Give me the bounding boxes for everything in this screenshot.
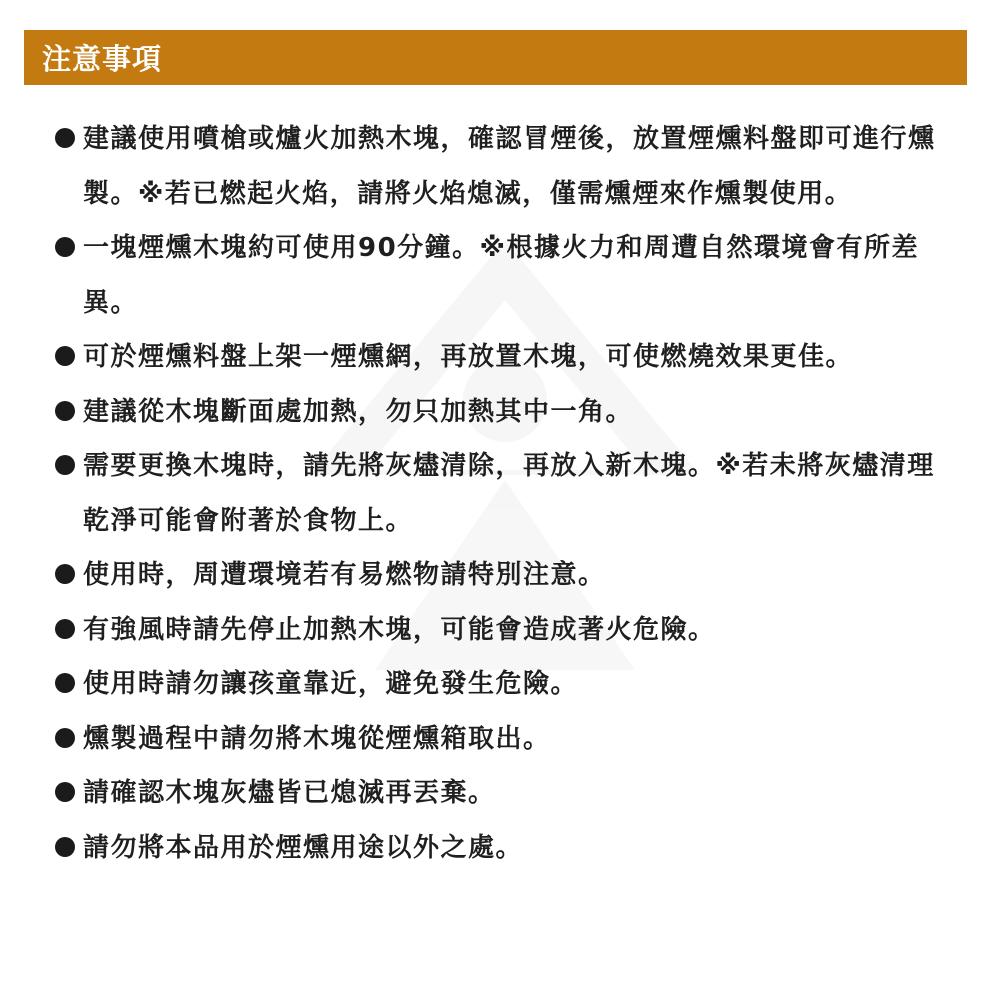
notice-text: 燻製過程中請勿將木塊從煙燻箱取出。	[83, 723, 551, 754]
bullet-icon	[55, 548, 83, 584]
notice-text: 一塊煙燻木塊約可使用90分鐘。※根據火力和周遭自然環境會有所差異。	[83, 233, 919, 318]
notice-text: 建議從木塊斷面處加熱，勿只加熱其中一角。	[83, 396, 634, 427]
notice-text: 請確認木塊灰燼皆已熄滅再丟棄。	[83, 778, 496, 808]
bullet-icon	[55, 221, 83, 257]
bullet-icon	[55, 821, 83, 857]
notice-item-3	[55, 330, 960, 385]
notice-text: 有強風時請先停止加熱木塊，可能會造成著火危險。	[83, 614, 716, 645]
notice-text: 使用時，周遭環境若有易燃物請特別注意。	[83, 560, 606, 590]
bullet-icon	[55, 330, 83, 366]
notice-item-4	[55, 385, 960, 440]
notice-item-2	[55, 221, 960, 330]
notice-text: 請勿將本品用於煙燻用途以外之處。	[83, 832, 524, 863]
notice-item-10	[55, 766, 960, 821]
bullet-icon	[55, 766, 83, 802]
bullet-icon	[55, 385, 83, 421]
notice-header-bar	[24, 30, 967, 85]
notice-header-title: 注意事項	[42, 42, 163, 76]
bullet-icon	[55, 657, 83, 693]
notice-text: 建議使用噴槍或爐火加熱木塊，確認冒煙後，放置煙燻料盤即可進行燻製。※若已燃起火焰，請將火焰熄滅，僅需燻煙來作燻製使用。	[83, 124, 936, 209]
notice-item-6	[55, 548, 960, 603]
notice-text: 可於煙燻料盤上架一煙燻網，再放置木塊，可使燃燒效果更佳。	[83, 342, 854, 372]
bullet-icon	[55, 439, 83, 475]
notice-item-7	[55, 603, 960, 658]
bullet-icon	[55, 603, 83, 639]
notice-text: 需要更換木塊時，請先將灰燼清除，再放入新木塊。※若未將灰燼清理乾淨可能會附著於食物上。	[83, 451, 935, 536]
notice-text: 使用時請勿讓孩童靠近，避免發生危險。	[83, 669, 579, 699]
notice-item-5	[55, 439, 960, 548]
notice-item-9	[55, 712, 960, 767]
notice-item-11	[55, 821, 960, 876]
bullet-icon	[55, 712, 83, 748]
bullet-icon	[55, 112, 83, 148]
notice-item-1	[55, 112, 960, 221]
notice-item-8	[55, 657, 960, 712]
notice-list	[55, 112, 960, 875]
